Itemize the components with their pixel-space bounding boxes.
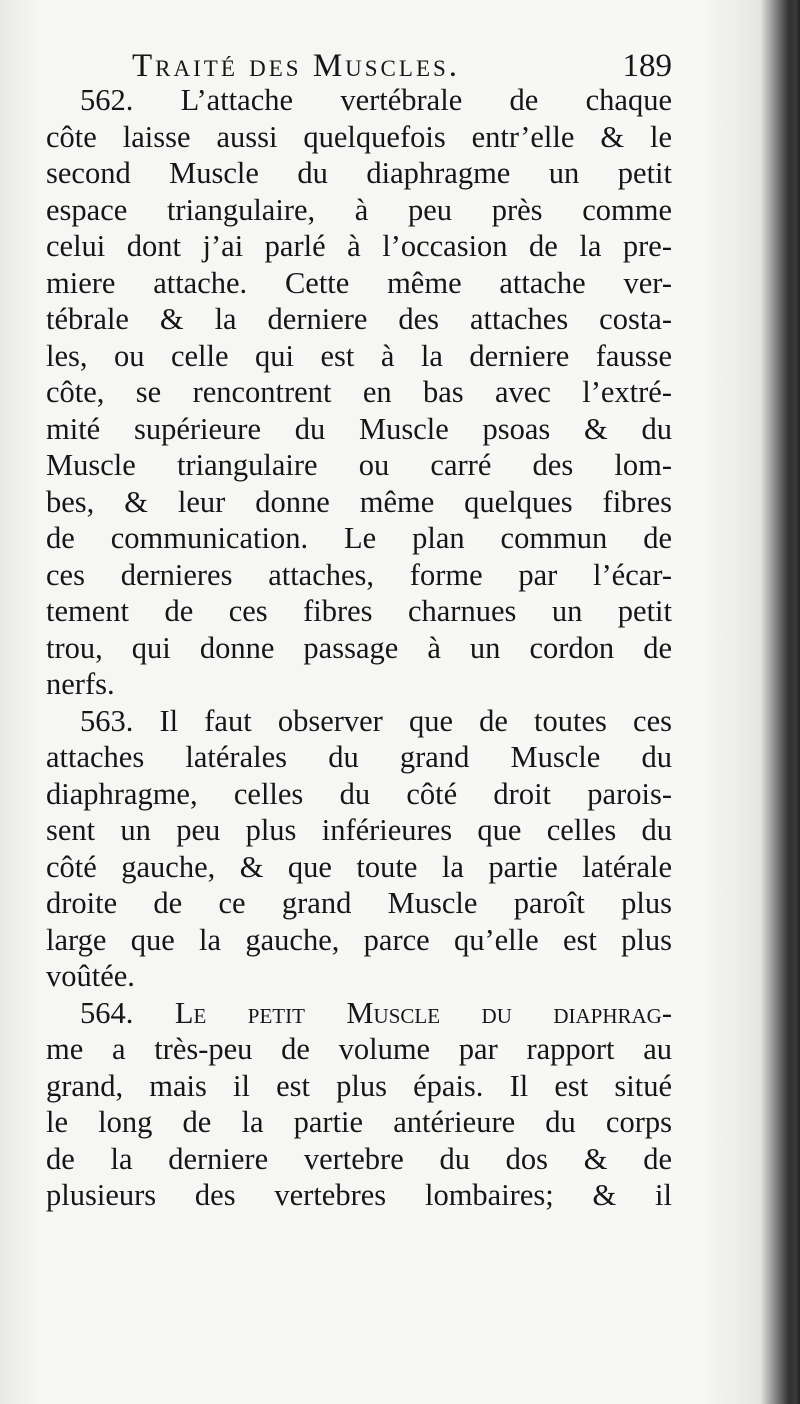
- text-line: second Muscle du diaphragme un petit: [46, 156, 672, 190]
- page-number: 189: [622, 48, 672, 84]
- text-line: diaphragme, celles du côté droit parois-: [46, 776, 672, 811]
- text-line: ces dernieres attaches, forme par l’écar-: [46, 557, 672, 592]
- text-line: large que la gauche, parce qu’elle est plus: [46, 922, 672, 957]
- text-line: 562. L’attache vertébrale de chaque: [80, 83, 672, 117]
- text-line: bes, & leur donne même quelques fibres: [46, 484, 672, 519]
- text-line: 563. Il faut observer que de toutes ces: [80, 703, 672, 738]
- text-line: les, ou celle qui est à la derniere fausse: [46, 338, 672, 373]
- text-line: nerfs.: [46, 667, 115, 701]
- text-line: mité supérieure du Muscle psoas & du: [46, 411, 672, 446]
- page-edge-shadow: [786, 0, 800, 1404]
- text-line: le long de la partie antérieure du corps: [46, 1105, 672, 1139]
- text-line: plusieurs des vertebres lombaires; & il: [46, 1178, 672, 1212]
- text-line: côte laisse aussi quelquefois entr’elle & le: [46, 119, 672, 154]
- text-line: celui dont j’ai parlé à l’occasion de la pre-: [46, 229, 672, 263]
- text-line: sent un peu plus inférieures que celles du: [46, 813, 672, 847]
- text-line: côté gauche, & que toute la partie latérale: [46, 849, 672, 884]
- text-line: 564. Le petit Muscle du diaphrag-: [80, 995, 672, 1030]
- text-line: droite de ce grand Muscle paroît plus: [46, 886, 672, 920]
- text-line: grand, mais il est plus épais. Il est situé: [46, 1068, 672, 1103]
- text-line: de communication. Le plan commun de: [46, 521, 672, 555]
- text-line: tement de ces fibres charnues un petit: [46, 594, 672, 628]
- text-line: tébrale & la derniere des attaches costa-: [46, 302, 672, 336]
- text-line: de la derniere vertebre du dos & de: [46, 1141, 672, 1176]
- body-text: [46, 82, 672, 1214]
- text-line: voûtée.: [46, 959, 135, 993]
- text-line: me a très-peu de volume par rapport au: [46, 1032, 672, 1066]
- running-title: Traité des Muscles.: [132, 48, 461, 84]
- text-line: attaches latérales du grand Muscle du: [46, 740, 672, 774]
- text-line: trou, qui donne passage à un cordon de: [46, 630, 672, 665]
- text-line: côte, se rencontrent en bas avec l’extré-: [46, 375, 672, 409]
- text-line: Muscle triangulaire ou carré des lom-: [46, 448, 672, 482]
- text-line: miere attache. Cette même attache ver-: [46, 265, 672, 300]
- text-line: espace triangulaire, à peu près comme: [46, 192, 672, 227]
